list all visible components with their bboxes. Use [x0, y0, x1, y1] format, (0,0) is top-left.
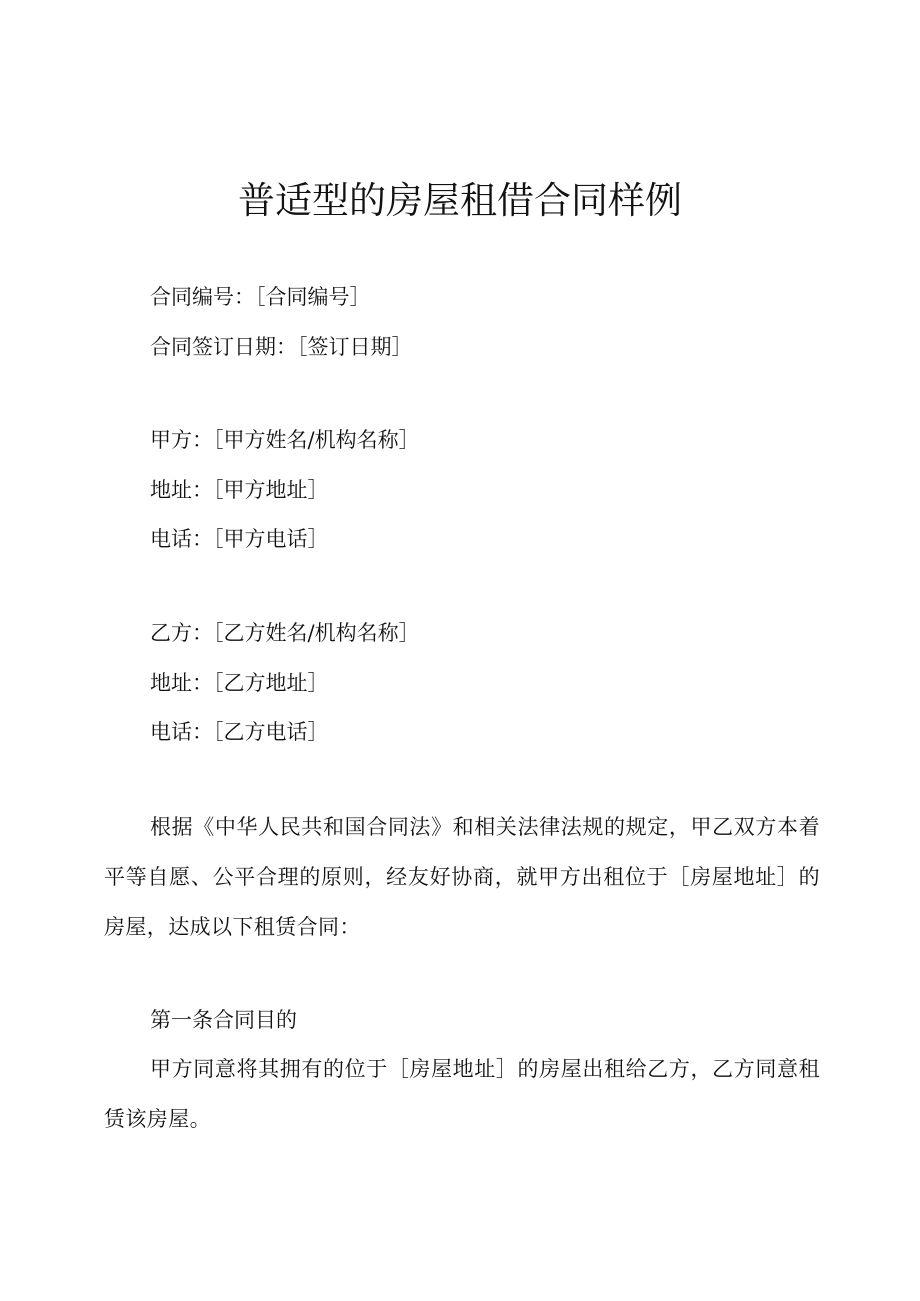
- party-a-phone: 电话：［甲方电话］: [150, 527, 329, 551]
- party-b-name: 乙方：［乙方姓名/机构名称］: [150, 621, 420, 645]
- party-b-phone: 电话：［乙方电话］: [150, 720, 329, 744]
- preamble-paragraph: 根据《中华人民共和国合同法》和相关法律法规的规定，甲乙双方本着平等自愿、公平合理的原则，经友好协商，就甲方出租位于［房屋地址］的房屋，达成以下租赁合同：: [104, 815, 820, 939]
- contract-number: 合同编号：［合同编号］: [150, 285, 371, 309]
- party-b-address: 地址：［乙方地址］: [150, 671, 329, 695]
- party-a-address: 地址：［甲方地址］: [150, 478, 329, 502]
- sign-date: 合同签订日期：［签订日期］: [150, 335, 413, 359]
- article-1-heading: 第一条合同目的: [150, 1008, 297, 1032]
- party-a-name: 甲方：［甲方姓名/机构名称］: [150, 428, 420, 452]
- document-title: 普适型的房屋租借合同样例: [238, 179, 682, 222]
- article-1-body: 甲方同意将其拥有的位于［房屋地址］的房屋出租给乙方，乙方同意租赁该房屋。: [104, 1057, 820, 1131]
